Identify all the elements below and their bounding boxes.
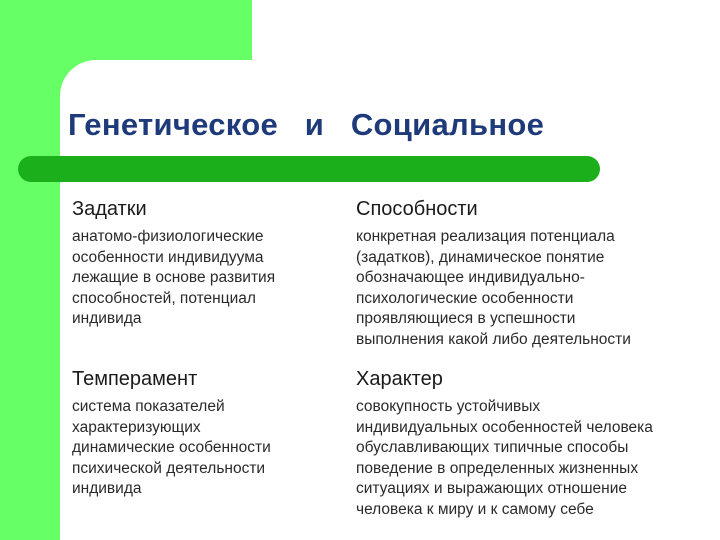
heading-temperament: Темперамент [72,368,198,390]
description-harakter: совокупность устойчивых индивидуальных особенностей человека обуславливающих типичные способы поведение в определенных жизненных ситуациях и выражающих отношение человека к миру и к самому себе [356,398,653,518]
heading-zadatki: Задатки [72,198,147,220]
description-zadatki: анатомо-физиологические особенности индивидуума лежащие в основе развития способностей, потенциал индивида [72,228,276,327]
slide-title: Генетическое и Социальное [68,107,545,142]
heading-harakter: Характер [356,368,443,390]
title-underline-bar [18,156,600,182]
description-sposobnosti: конкретная реализация потенциала (задатков), динамическое понятие обозначающее индивидуально- психологические особенности проявляющиеся в успешности выполнения какой либо деятельности [356,228,631,348]
heading-sposobnosti: Способности [356,198,478,220]
description-temperament: система показателей характеризующих динамические особенности психической деятельности индивида [72,398,271,497]
